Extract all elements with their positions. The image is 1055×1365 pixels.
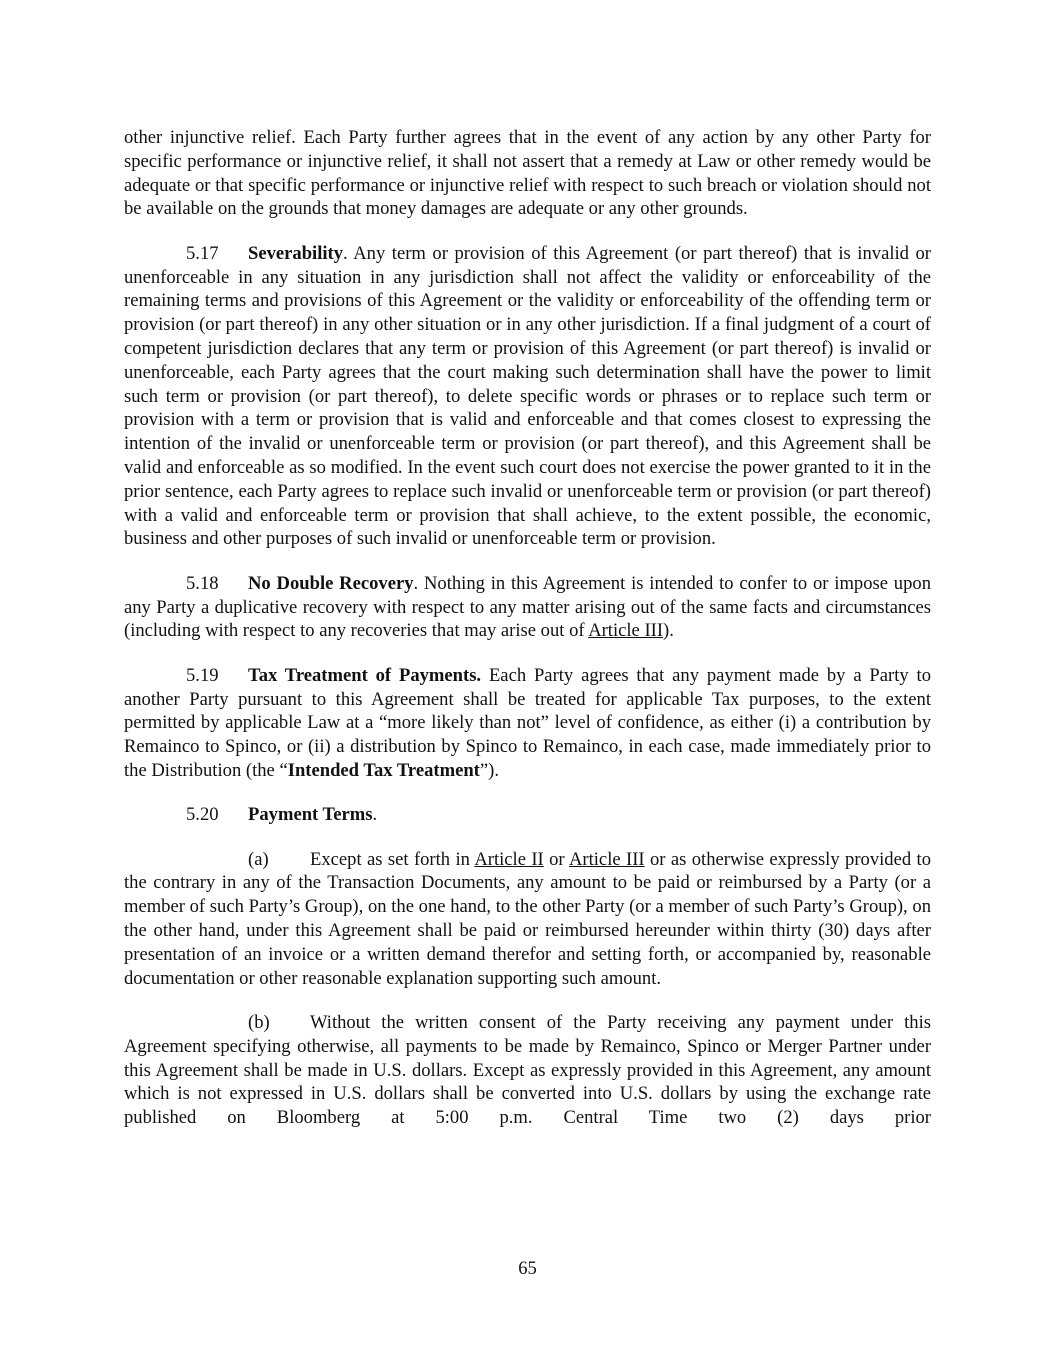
section-tail: ”). xyxy=(479,759,499,781)
section-number: 5.17 xyxy=(186,242,219,264)
section-tail: ). xyxy=(663,620,674,642)
subsection-body: Without the written consent of the Party receiving any payment under this Agreement specifying otherwise, all payments to be made by Remainco, Spinco or Merger Partner under this Agreement shall be made in U.S. dollars. Except as expressly provided in this Agreement, any amount which is not expressed in U.S. dollars shall be converted into U.S. dollars by using the exchange rate published on Bloomberg at 5:00 p.m. Central Time two (2) days prior xyxy=(124,1012,931,1129)
section-5-19-tax-treatment xyxy=(124,664,931,783)
section-title: Severability xyxy=(248,242,344,264)
paragraph-text: other injunctive relief. Each Party further agrees that in the event of any action by any other Party for specific performance or injunctive relief, it shall not assert that a remedy at Law or other remedy would be adequate or that specific performance or injunctive relief with respect to such breach or violation should not be available on the grounds that money damages are adequate or any other grounds. xyxy=(124,127,931,220)
subsection-body: or as otherwise expressly provided to the contrary in any of the Transaction Documents, any amount to be paid or reimbursed by a Party (or a member of such Party’s Group), on the one hand, to the other Party (or a member of such Party’s Group), on the other hand, under this Agreement shall be paid or reimbursed hereunder within thirty (30) days after presentation of an invoice or a written demand therefor and setting forth, or accompanied by, reasonable documentation or other reasonable explanation supporting such amount. xyxy=(124,848,931,989)
section-body: Any term or provision of this Agreement (or part thereof) that is invalid or unenforceable in any situation in any jurisdiction shall not affect the validity or enforceability of the remaining terms and provisions of this Agreement or the validity or enforceability of the offending term or provision (or part thereof) in any other situation or in any other jurisdiction. If a final judgment of a court of competent jurisdiction declares that any term or provision of this Agreement (or part thereof) is invalid or unenforceable, each Party agrees that the court making such determination shall have the power to limit such term or provision (or part thereof), to delete specific words or phrases or to replace such term or provision with a term or provision that is valid and enforceable and that comes closest to expressing the intention of the invalid or unenforceable term or provision (or part thereof), and this Agreement shall be valid and enforceable as so modified. In the event such court does not exercise the power granted to it in the prior sentence, each Party agrees to replace such invalid or unenforceable term or provision (or part thereof) with a valid and enforceable term or provision that shall achieve, to the extent possible, the economic, business and other purposes of such invalid or unenforceable term or provision. xyxy=(124,242,931,550)
section-title-punct: . xyxy=(372,804,378,826)
document-page xyxy=(124,126,931,1151)
section-5-20-payment-terms xyxy=(124,803,931,827)
section-title-punct: . xyxy=(343,242,348,264)
subsection-label: (b) xyxy=(248,1012,270,1034)
section-5-18-no-double-recovery xyxy=(124,572,931,643)
subsection-mid: or xyxy=(543,848,569,870)
section-body: Nothing in this Agreement is intended to confer to or impose upon any Party a duplicative recovery with respect to any matter arising out of the same facts and circumstances (including with respect to any recoveries that may arise out of xyxy=(124,572,931,642)
section-title: No Double Recovery xyxy=(248,572,414,594)
section-number: 5.19 xyxy=(186,664,219,686)
subsection-lead: Except as set forth in xyxy=(310,848,475,870)
defined-term-intended-tax-treatment: Intended Tax Treatment xyxy=(287,759,480,781)
subsection-5-20-b xyxy=(124,1011,931,1130)
section-body: Each Party agrees that any payment made by a Party to another Party pursuant to this Agreement shall be treated for applicable Tax purposes, to the extent permitted by applicable Law at a “more likely than not” level of confidence, as either (i) a contribution by Remainco to Spinco, or (ii) a distribution by Spinco to Remainco, in each case, made immediately prior to the Distribution (the “ xyxy=(124,664,932,781)
subsection-label: (a) xyxy=(248,848,269,870)
subsection-5-20-a xyxy=(124,848,931,991)
section-title-punct: . xyxy=(413,572,419,594)
article-iii-reference: Article III xyxy=(588,620,664,642)
article-iii-reference: Article III xyxy=(568,848,645,870)
paragraph-continuation xyxy=(124,126,931,221)
section-5-17-severability xyxy=(124,242,931,551)
section-title: Tax Treatment of Payments. xyxy=(248,664,482,686)
page-number: 65 xyxy=(518,1258,537,1279)
section-number: 5.18 xyxy=(186,572,219,594)
section-number: 5.20 xyxy=(186,804,219,826)
article-ii-reference: Article II xyxy=(474,848,544,870)
section-title: Payment Terms xyxy=(248,804,373,826)
